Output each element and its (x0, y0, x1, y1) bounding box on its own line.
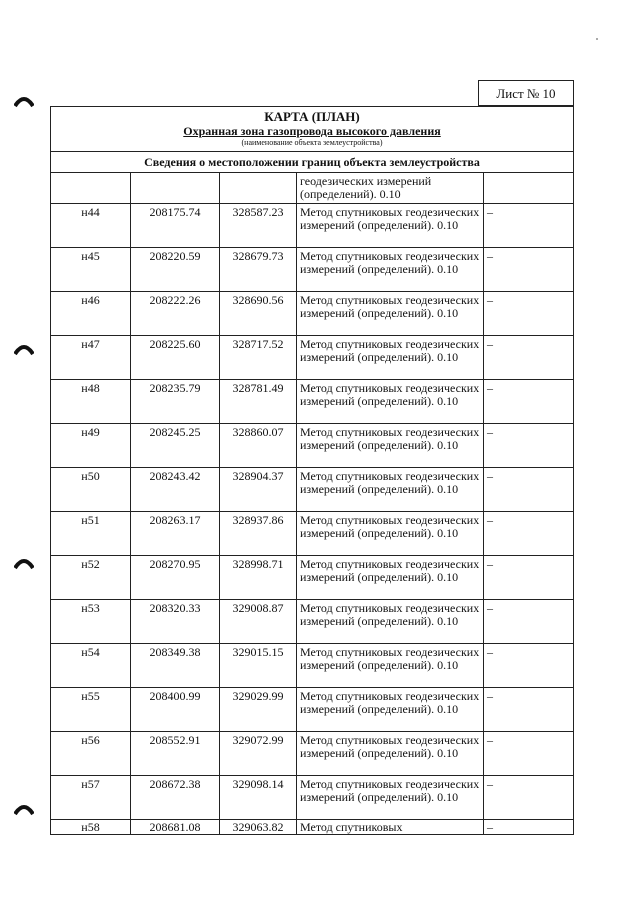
binding-hole-mark (14, 800, 34, 816)
point-name-cell: н44 (51, 204, 131, 248)
x-coordinate-cell: 208349.38 (131, 644, 220, 688)
y-coordinate-cell: 328587.23 (220, 204, 297, 248)
point-name-cell: н47 (51, 336, 131, 380)
extra-cell (484, 173, 574, 204)
y-coordinate-cell: 329008.87 (220, 600, 297, 644)
x-coordinate-cell: 208270.95 (131, 556, 220, 600)
y-coordinate-cell: 328904.37 (220, 468, 297, 512)
table-row (51, 556, 574, 600)
extra-cell: – (484, 512, 574, 556)
document-title: КАРТА (ПЛАН) (264, 109, 360, 124)
y-coordinate-cell: 328679.73 (220, 248, 297, 292)
x-coordinate-cell: 208175.74 (131, 204, 220, 248)
extra-cell: – (484, 776, 574, 820)
extra-cell: – (484, 424, 574, 468)
scan-speck (596, 38, 598, 40)
point-name-cell: н49 (51, 424, 131, 468)
table-row (51, 424, 574, 468)
x-coordinate-cell: 208220.59 (131, 248, 220, 292)
y-coordinate-cell: 328781.49 (220, 380, 297, 424)
point-name-cell: н54 (51, 644, 131, 688)
point-name-cell: н48 (51, 380, 131, 424)
y-coordinate-cell: 329029.99 (220, 688, 297, 732)
extra-cell: – (484, 600, 574, 644)
point-name-cell: н50 (51, 468, 131, 512)
y-coordinate-cell (220, 173, 297, 204)
point-name-cell: н46 (51, 292, 131, 336)
object-name: Охранная зона газопровода высокого давления (183, 124, 441, 138)
y-coordinate-cell: 328937.86 (220, 512, 297, 556)
method-cell: Метод спутниковых геодезических измерений (определений). 0.10 (297, 776, 484, 820)
point-name-cell: н57 (51, 776, 131, 820)
y-coordinate-cell: 329072.99 (220, 732, 297, 776)
table-row (51, 468, 574, 512)
document-header (50, 106, 574, 152)
x-coordinate-cell: 208400.99 (131, 688, 220, 732)
method-cell: Метод спутниковых геодезических измерений (определений). 0.10 (297, 380, 484, 424)
method-cell: Метод спутниковых геодезических измерений (определений). 0.10 (297, 512, 484, 556)
extra-cell: – (484, 644, 574, 688)
y-coordinate-cell: 328717.52 (220, 336, 297, 380)
extra-cell: – (484, 688, 574, 732)
extra-cell: – (484, 380, 574, 424)
extra-cell: – (484, 820, 574, 835)
method-cell: Метод спутниковых (297, 820, 484, 835)
coordinates-table (50, 172, 574, 835)
extra-cell: – (484, 336, 574, 380)
table-row-continuation (51, 173, 574, 204)
table-row (51, 600, 574, 644)
x-coordinate-cell: 208222.26 (131, 292, 220, 336)
method-cell: Метод спутниковых геодезических измерений (определений). 0.10 (297, 688, 484, 732)
point-name-cell: н52 (51, 556, 131, 600)
table-row (51, 292, 574, 336)
table-row (51, 688, 574, 732)
y-coordinate-cell: 329015.15 (220, 644, 297, 688)
sheet-number: Лист № 10 (478, 80, 574, 106)
x-coordinate-cell: 208681.08 (131, 820, 220, 835)
x-coordinate-cell: 208263.17 (131, 512, 220, 556)
point-name-cell: н55 (51, 688, 131, 732)
table-row (51, 380, 574, 424)
method-cell: Метод спутниковых геодезических измерений (определений). 0.10 (297, 248, 484, 292)
extra-cell: – (484, 468, 574, 512)
table-row (51, 204, 574, 248)
extra-cell: – (484, 732, 574, 776)
method-cell: геодезических измерений (определений). 0.10 (297, 173, 484, 204)
table-row (51, 248, 574, 292)
x-coordinate-cell: 208235.79 (131, 380, 220, 424)
x-coordinate-cell: 208225.60 (131, 336, 220, 380)
method-cell: Метод спутниковых геодезических измерений (определений). 0.10 (297, 468, 484, 512)
table-row (51, 336, 574, 380)
point-name-cell (51, 173, 131, 204)
point-name-cell: н51 (51, 512, 131, 556)
y-coordinate-cell: 329098.14 (220, 776, 297, 820)
x-coordinate-cell: 208320.33 (131, 600, 220, 644)
table-row (51, 776, 574, 820)
y-coordinate-cell: 328998.71 (220, 556, 297, 600)
point-name-cell: н58 (51, 820, 131, 835)
y-coordinate-cell: 328690.56 (220, 292, 297, 336)
method-cell: Метод спутниковых геодезических измерений (определений). 0.10 (297, 600, 484, 644)
method-cell: Метод спутниковых геодезических измерений (определений). 0.10 (297, 204, 484, 248)
point-name-cell: н56 (51, 732, 131, 776)
y-coordinate-cell: 329063.82 (220, 820, 297, 835)
table-row (51, 732, 574, 776)
x-coordinate-cell: 208245.25 (131, 424, 220, 468)
extra-cell: – (484, 204, 574, 248)
extra-cell: – (484, 248, 574, 292)
table-row (51, 644, 574, 688)
section-title: Сведения о местоположении границ объекта землеустройства (50, 151, 574, 173)
table-row (51, 820, 574, 835)
y-coordinate-cell: 328860.07 (220, 424, 297, 468)
extra-cell: – (484, 556, 574, 600)
method-cell: Метод спутниковых геодезических измерений (определений). 0.10 (297, 732, 484, 776)
method-cell: Метод спутниковых геодезических измерений (определений). 0.10 (297, 292, 484, 336)
point-name-cell: н53 (51, 600, 131, 644)
object-name-caption: (наименование объекта землеустройства) (241, 138, 383, 147)
binding-hole-mark (14, 554, 34, 570)
binding-hole-mark (14, 340, 34, 356)
method-cell: Метод спутниковых геодезических измерений (определений). 0.10 (297, 556, 484, 600)
point-name-cell: н45 (51, 248, 131, 292)
x-coordinate-cell (131, 173, 220, 204)
table-row (51, 512, 574, 556)
x-coordinate-cell: 208672.38 (131, 776, 220, 820)
method-cell: Метод спутниковых геодезических измерений (определений). 0.10 (297, 424, 484, 468)
x-coordinate-cell: 208243.42 (131, 468, 220, 512)
extra-cell: – (484, 292, 574, 336)
x-coordinate-cell: 208552.91 (131, 732, 220, 776)
binding-hole-mark (14, 92, 34, 108)
method-cell: Метод спутниковых геодезических измерений (определений). 0.10 (297, 336, 484, 380)
method-cell: Метод спутниковых геодезических измерений (определений). 0.10 (297, 644, 484, 688)
